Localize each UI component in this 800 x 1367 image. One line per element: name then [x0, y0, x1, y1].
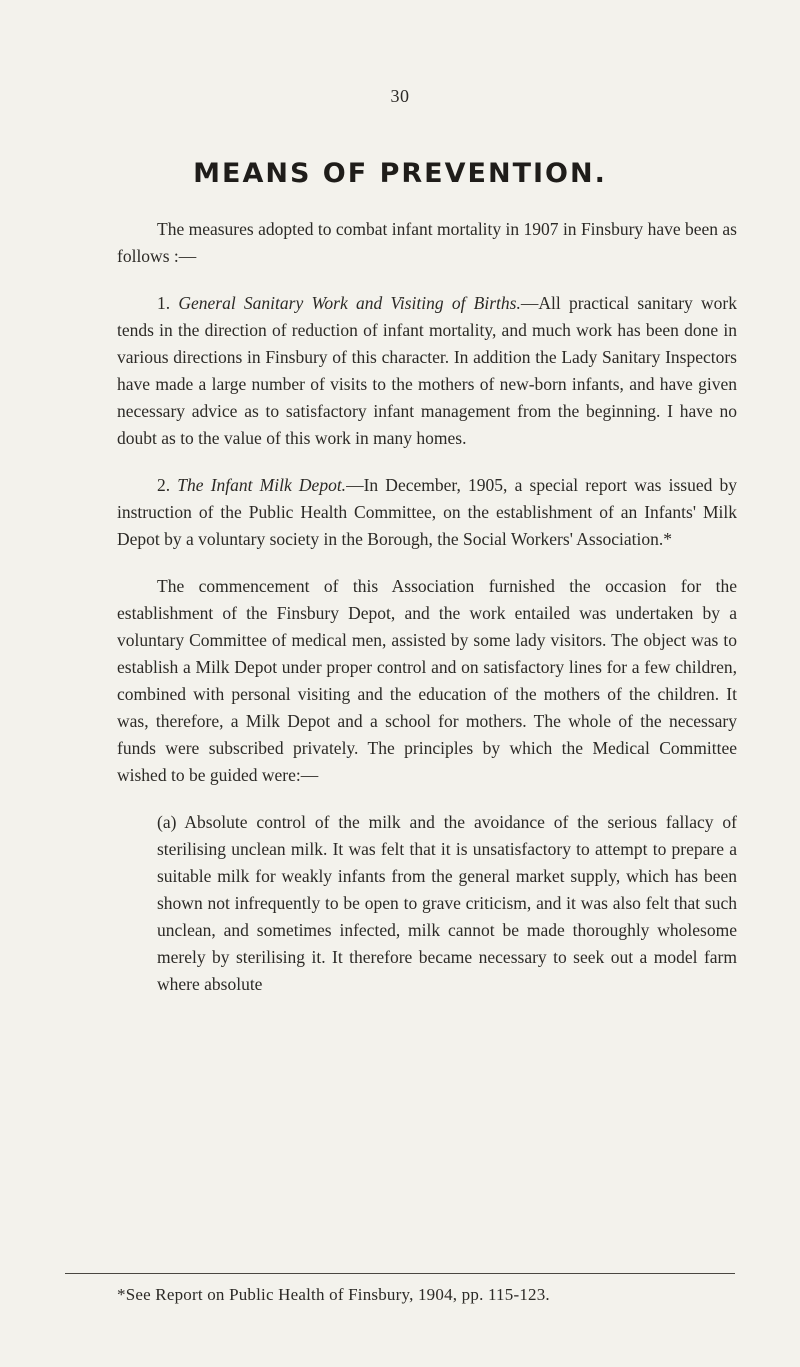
- paragraph-principle-a: [117, 809, 737, 998]
- paragraph-body: Absolute control of the milk and the avoidance of the serious fallacy of sterilising unclean milk. It was felt that it is unsatisfactory to attempt to prepare a suitable milk for weakly infants from the general market supply, which has been shown not infrequently to be open to grave criticism, and it was also felt that such unclean, and sometimes infected, milk cannot be made thoroughly wholesome merely by sterilising it. It therefore became necessary to seek out a model farm where absolute: [157, 812, 737, 994]
- list-label: (a): [157, 812, 177, 832]
- paragraph-number: 2.: [157, 475, 171, 495]
- paragraph-body: —In December, 1905, a special report was issued by instruction of the Public Health Committee, on the establishment of an Infants' Milk Depot by a voluntary society in the Borough, the Social Workers' Association.*: [117, 475, 738, 549]
- paragraph-commencement: The commencement of this Association furnished the occasion for the establishment of the Finsbury Depot, and the work entailed was undertaken by a voluntary Committee of medical men, assisted by some lady visitors. The object was to establish a Milk Depot under proper control and on satisfactory lines for a few children, combined with personal visiting and the education of the mothers of the children. It was, therefore, a Milk Depot and a school for mothers. The whole of the necessary funds were subscribed privately. The principles by which the Medical Committee wished to be guided were:—: [117, 576, 737, 785]
- footnote: *See Report on Public Health of Finsbury, 1904, pp. 115-123.: [117, 1285, 550, 1304]
- page-title: MEANS OF PREVENTION.: [193, 158, 607, 189]
- footnote-divider: [65, 1273, 735, 1274]
- paragraph-heading: The Infant Milk Depot.: [177, 475, 347, 495]
- intro-paragraph: The measures adopted to combat infant mortality in 1907 in Finsbury have been as follows :—: [117, 219, 737, 266]
- page-number: 30: [390, 86, 410, 106]
- paragraph-general-sanitary-work: [117, 290, 737, 452]
- paragraph-body: —All practical sanitary work tends in the direction of reduction of infant mortality, and much work has been done in various directions in Finsbury of this character. In addition the Lady Sanitary Inspectors have made a large number of visits to the mothers of new-born infants, and have given necessary advice as to satisfactory infant management from the beginning. I have no doubt as to the value of this work in many homes.: [117, 293, 738, 448]
- paragraph-heading: General Sanitary Work and Visiting of Births.: [178, 293, 521, 313]
- paragraph-number: 1.: [157, 293, 171, 313]
- paragraph-infant-milk-depot: [117, 472, 737, 553]
- body-text: [117, 216, 737, 1018]
